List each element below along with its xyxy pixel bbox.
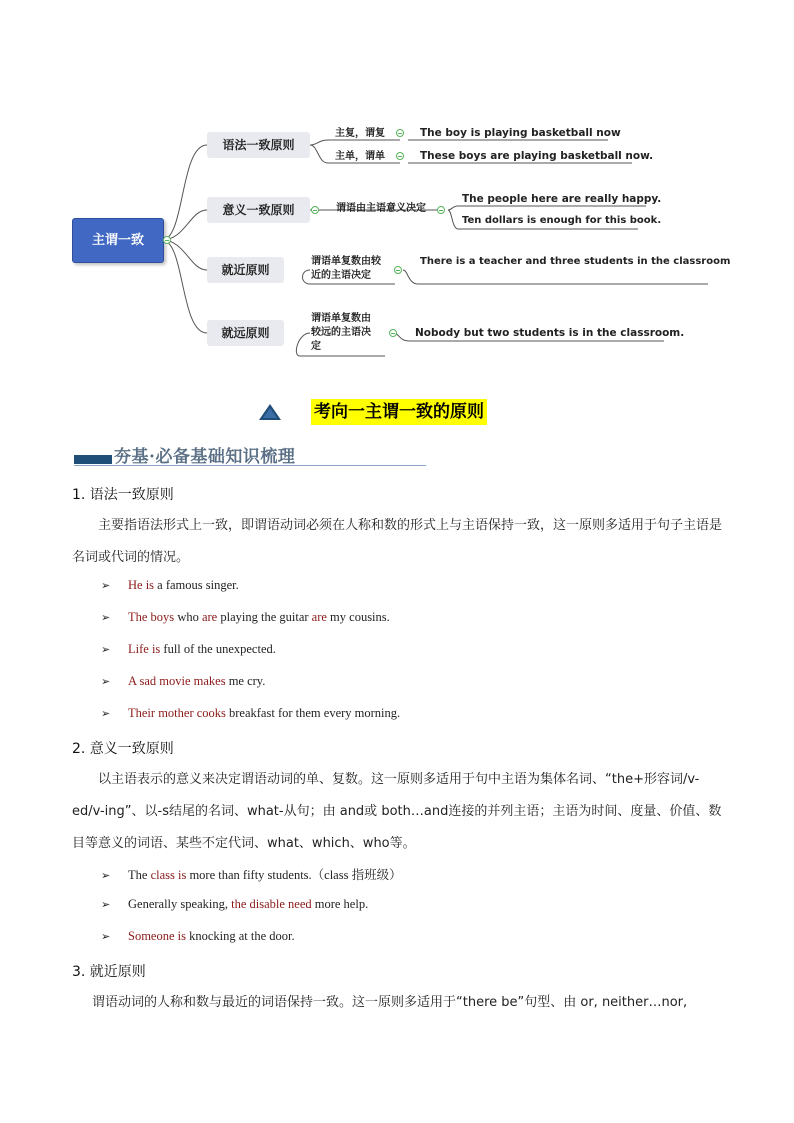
- arrow-bullet-icon: ➢: [101, 643, 111, 656]
- section-title: 1. 语法一致原则: [72, 487, 174, 503]
- list-item: ➢ Generally speaking, the disable need more help.: [101, 897, 369, 911]
- sub-label: 谓语单复数由较远的主语决定: [311, 313, 371, 352]
- collapse-icon[interactable]: [396, 152, 404, 160]
- arrow-bullet-icon: ➢: [101, 930, 111, 943]
- collapse-icon[interactable]: [389, 329, 397, 337]
- list-item: ➢ A sad movie makes me cry.: [101, 674, 266, 688]
- list-item: ➢ The boys who are playing the guitar are my cousins.: [101, 610, 390, 624]
- collapse-icon[interactable]: [396, 129, 404, 137]
- list-item: ➢ Someone is knocking at the door.: [101, 929, 295, 943]
- banner-title: 夯基·必备基础知识梳理: [114, 447, 296, 467]
- arrow-bullet-icon: ➢: [101, 675, 111, 688]
- sub-label: 主复，谓复: [335, 128, 385, 139]
- example-text: The people here are really happy.: [462, 193, 662, 205]
- section-title: 3. 就近原则: [72, 964, 146, 980]
- triangle-icon: [257, 402, 283, 422]
- collapse-icon[interactable]: [311, 206, 319, 214]
- arrow-bullet-icon: ➢: [101, 707, 111, 720]
- sub-label: 谓语由主语意义决定: [336, 203, 426, 214]
- arrow-bullet-icon: ➢: [101, 869, 111, 882]
- mind-map-connectors: [0, 0, 794, 370]
- example-text: Ten dollars is enough for this book.: [462, 215, 662, 226]
- example-text: These boys are playing basketball now.: [420, 150, 654, 162]
- arrow-bullet-icon: ➢: [101, 898, 111, 911]
- sub-label: 谓语单复数由较近的主语决定: [311, 256, 381, 281]
- branch-meaning-agreement: 意义一致原则: [207, 197, 310, 223]
- mind-map: [0, 0, 794, 370]
- section-paragraph: 主要指语法形式上一致，即谓语动词必须在人称和数的形式上与主语保持一致，这一原则多适用于句子主语是名词或代词的情况。: [72, 518, 723, 565]
- page-title: 考向一主谓一致的原则: [311, 399, 487, 425]
- section-paragraph: 以主语表示的意义来决定谓语动词的单、复数。这一原则多适用于句中主语为集体名词、“the+形容词/v-ed/v-ing”、以-s结尾的名词、what-从句；由 and或 both…and连接的并列主语；主语为时间、度量、价值、数目等意义的词语、某些不定代词、what、which、who等。: [72, 772, 722, 851]
- section-banner: [74, 440, 426, 470]
- collapse-icon[interactable]: [394, 266, 402, 274]
- sub-label: 主单，谓单: [335, 151, 385, 162]
- mind-map-root: 主谓一致: [72, 218, 164, 263]
- example-text: Nobody but two students is in the classroom.: [415, 327, 685, 339]
- collapse-icon[interactable]: [163, 236, 171, 244]
- arrow-bullet-icon: ➢: [101, 579, 111, 592]
- section-paragraph: 谓语动词的人称和数与最近的词语保持一致。这一原则多适用于“there be”句型、由 or, neither…nor,: [92, 995, 688, 1010]
- collapse-icon[interactable]: [437, 206, 445, 214]
- list-item: ➢ Life is full of the unexpected.: [101, 642, 276, 656]
- arrow-bullet-icon: ➢: [101, 611, 111, 624]
- branch-proximity-principle: 就近原则: [207, 257, 284, 283]
- section-title: 2. 意义一致原则: [72, 741, 174, 757]
- branch-grammar-agreement: 语法一致原则: [207, 132, 310, 158]
- list-item: ➢ The class is more than fifty students.（class 指班级）: [101, 868, 402, 882]
- list-item: ➢ He is a famous singer.: [101, 578, 239, 592]
- list-item: ➢ Their mother cooks breakfast for them every morning.: [101, 706, 401, 720]
- example-text: The boy is playing basketball now: [420, 127, 621, 139]
- banner-accent-bar: [74, 455, 112, 464]
- example-text: There is a teacher and three students in the classroom: [420, 256, 731, 267]
- branch-distance-principle: 就远原则: [207, 320, 284, 346]
